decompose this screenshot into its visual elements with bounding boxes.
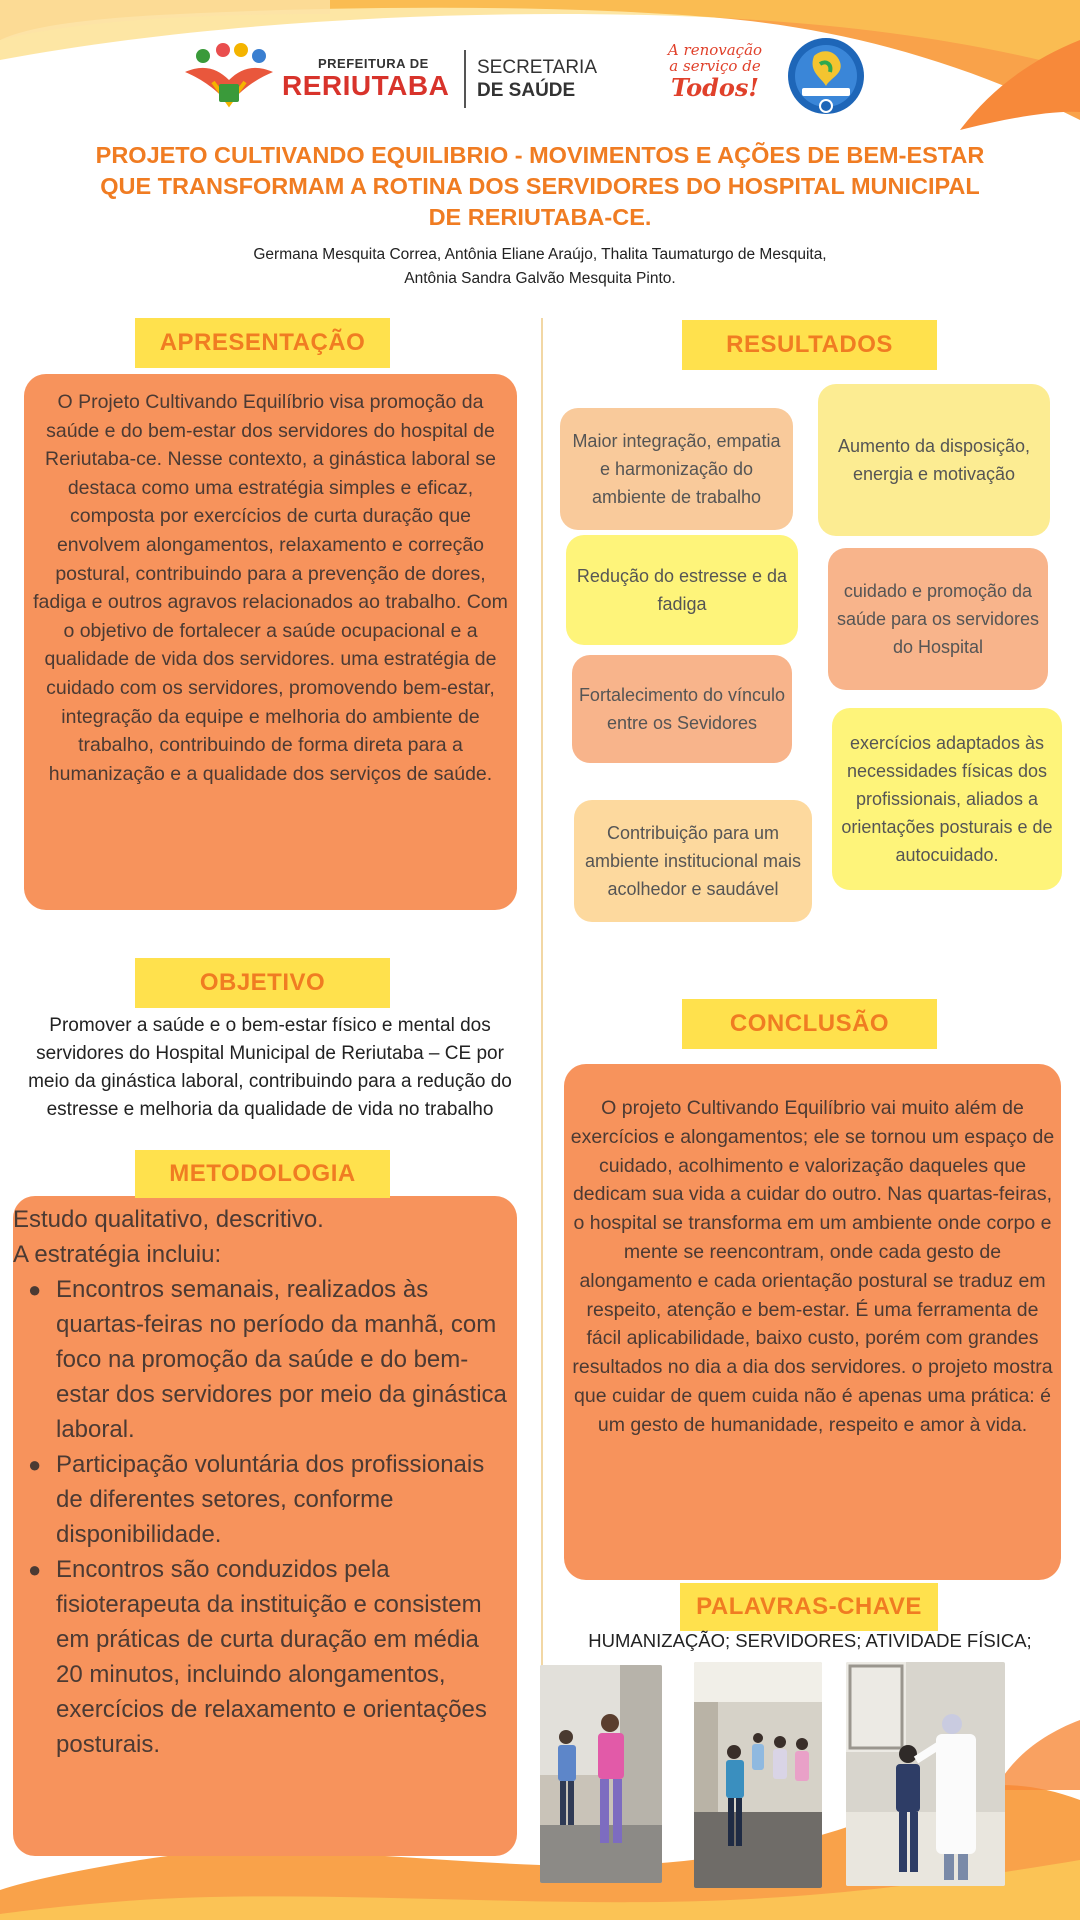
objetivo-text: Promover a saúde e o bem-estar físico e mental dos servidores do Hospital Municipal de Reriutaba – CE por meio da ginástica laboral, contribuindo para a redução do estresse e melhoria da qualidade de vida no trabalho: [28, 1015, 512, 1120]
palavras-chave-heading: PALAVRAS-CHAVE: [680, 1583, 938, 1631]
resultados-heading: RESULTADOS: [682, 320, 937, 370]
slogan-line3: Todos!: [671, 73, 759, 102]
result-card-cuidado: cuidado e promoção da saúde para os servidores do Hospital: [828, 548, 1048, 690]
conclusao-text: O projeto Cultivando Equilíbrio vai muito além de exercícios e alongamentos; ele se tornou um espaço de cuidado, acolhimento e valorização daqueles que dedicam sua vida a cuidar do outro. Nas quartas-feiras, o hospital se transforma em um ambiente onde corpo e mente se reencontram, onde cada gesto de alongamento e cada orientação postural se traduz em respeito, atenção e bem-estar. É uma ferramenta de fácil aplicabilidade, baixo custo, porém com grandes resultados no dia a dia dos servidores. o projeto mostra que cuidar de quem cuida não é apenas uma prática: é um gesto de humanidade, respeito e amor à vida.: [570, 1097, 1055, 1436]
metodologia-box: [13, 1196, 517, 1856]
result-card-integracao: Maior integração, empatia e harmonização do ambiente de trabalho: [560, 408, 793, 530]
metodologia-list: [13, 1272, 507, 1762]
result-card-estresse: Redução do estresse e da fadiga: [566, 535, 798, 645]
metodologia-item: ● Participação voluntária dos profissionais de diferentes setores, conforme disponibilidade.: [56, 1447, 507, 1552]
reriutaba-people-logo-icon: [183, 42, 275, 110]
activity-photo-3: [846, 1662, 1005, 1886]
authors: [90, 243, 990, 291]
authors-line1: Germana Mesquita Correa, Antônia Eliane Araújo, Thalita Taumaturgo de Mesquita,: [253, 246, 827, 263]
prefeitura-name: RERIUTABA: [282, 70, 450, 101]
objetivo-heading: OBJETIVO: [135, 958, 390, 1008]
bullet-icon: ●: [28, 1452, 42, 1477]
apresentacao-heading: APRESENTAÇÃO: [135, 318, 390, 368]
conclusao-heading: CONCLUSÃO: [682, 999, 937, 1049]
prefeitura-de-label: PREFEITURA DE: [318, 56, 429, 71]
slogan-line1: A renovação: [667, 41, 763, 59]
result-card-disposicao: Aumento da disposição, energia e motivação: [818, 384, 1050, 536]
result-card-ambiente: Contribuição para um ambiente institucional mais acolhedor e saudável: [574, 800, 812, 922]
palavras-chave-text: HUMANIZAÇÃO; SERVIDORES; ATIVIDADE FÍSICA;: [588, 1630, 1032, 1651]
authors-line2: Antônia Sandra Galvão Mesquita Pinto.: [404, 270, 676, 287]
result-card-vinculo: Fortalecimento do vínculo entre os Sevidores: [572, 655, 792, 763]
metodologia-item: ● Encontros são conduzidos pela fisioterapeuta da instituição e consistem em práticas de curta duração em média 20 minutos, incluindo alongamentos, exercícios de relaxamento e orientações posturais.: [56, 1552, 507, 1762]
apresentacao-text: O Projeto Cultivando Equilíbrio visa promoção da saúde e do bem-estar dos servidores do hospital de Reriutaba-ce. Nesse contexto, a ginástica laboral se destaca como uma estratégia simples e eficaz, composta por exercícios de curta duração que envolvem alongamentos, relaxamento e correção postural, contribuindo para a prevenção de dores, fadiga e outros agravos relacionados ao trabalho. Com o objetivo de fortalecer a saúde ocupacional e a qualidade de vida dos servidores. uma estratégia de cuidado com os servidores, promovendo bem-estar, integração da equipe e melhoria do ambiente de trabalho, contribuindo de forma direta para a humanização e a qualidade dos serviços de saúde.: [33, 391, 508, 785]
metodologia-intro2: A estratégia incluiu:: [13, 1241, 222, 1268]
conclusao-box: [564, 1064, 1061, 1580]
title-line2: QUE TRANSFORMAM A ROTINA DOS SERVIDORES DO HOSPITAL MUNICIPAL: [100, 173, 980, 199]
activity-photo-1: [540, 1665, 662, 1883]
slogan-line2: a serviço de: [669, 57, 761, 75]
slogan: [660, 42, 770, 102]
metodologia-item: ● Encontros semanais, realizados às quartas-feiras no período da manhã, com foco na promoção da saúde e do bem-estar dos servidores por meio da ginástica laboral.: [56, 1272, 507, 1447]
title-line1: PROJETO CULTIVANDO EQUILIBRIO - MOVIMENTOS E AÇÕES DE BEM-ESTAR: [95, 142, 985, 168]
column-divider: [541, 318, 543, 1838]
selo-unicef-badge-icon: [786, 34, 866, 118]
title-line3: DE RERIUTABA-CE.: [428, 204, 652, 230]
metodologia-heading: METODOLOGIA: [135, 1150, 390, 1198]
apresentacao-box: [24, 374, 517, 910]
bullet-icon: ●: [28, 1557, 42, 1582]
header-divider: [464, 50, 466, 108]
activity-photo-2: [694, 1662, 822, 1888]
secretaria-line1: SECRETARIA: [477, 57, 598, 78]
result-card-exercicios: exercícios adaptados às necessidades físicas dos profissionais, aliados a orientações posturais e de autocuidado.: [832, 708, 1062, 890]
poster-title: [50, 140, 1030, 233]
metodologia-intro1: Estudo qualitativo, descritivo.: [13, 1206, 324, 1233]
secretaria-line2: DE SAÚDE: [477, 80, 576, 101]
bullet-icon: ●: [28, 1277, 42, 1302]
